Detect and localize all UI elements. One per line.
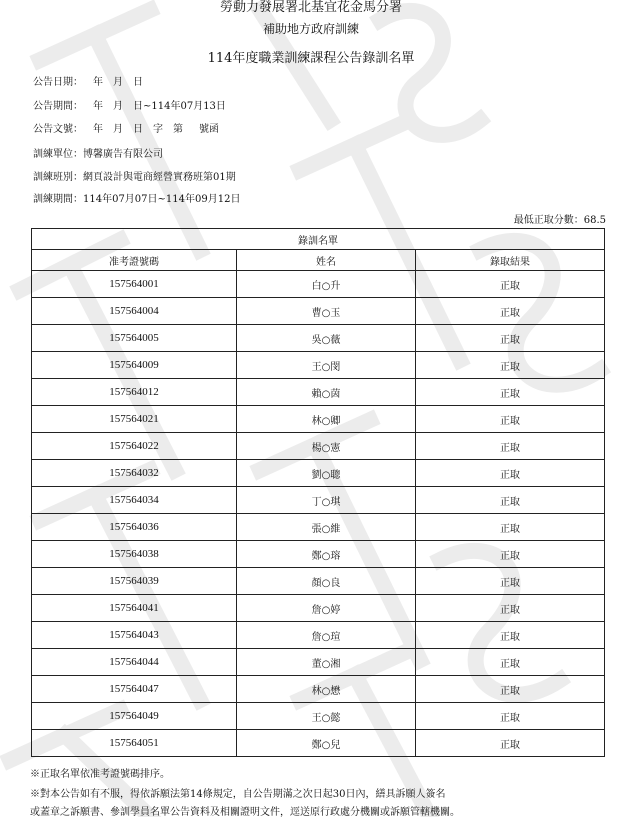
result-cell: 正取 (416, 730, 605, 757)
agency-title: 勞動力發展署北基宜花金馬分署 (219, 0, 402, 15)
name-cell: 顏○良 (237, 568, 416, 595)
announce-date-year: 年 (93, 77, 103, 88)
note-sort: ※正取名單依准考證號碼排序。 (30, 769, 170, 780)
table-row (32, 298, 605, 325)
result-cell: 正取 (416, 541, 605, 568)
table-row (32, 325, 605, 352)
table-row (32, 271, 605, 298)
note-appeal-line1: ※對本公告如有不服，得依訴願法第14條規定，自公告期滿之次日起30日內，繕具訴願人簽名 (30, 789, 446, 800)
result-cell: 正取 (416, 352, 605, 379)
name-cell: 鄭○瑢 (237, 541, 416, 568)
exam-number-cell: 157564043 (32, 622, 237, 649)
announce-doc-label: 公告文號： (33, 124, 83, 135)
announce-doc-no: 第 (173, 124, 183, 135)
table-row (32, 460, 605, 487)
training-class: 訓練班別：網頁設計與電商經營實務班第01期 (33, 172, 236, 183)
exam-number-cell: 157564034 (32, 487, 237, 514)
announce-date-day: 日 (133, 77, 143, 88)
announce-doc-day: 日 (133, 124, 143, 135)
training-unit: 訓練單位：博馨廣告有限公司 (33, 149, 163, 160)
announce-period-line (33, 97, 226, 112)
roster-caption: 錄訓名單 (32, 229, 605, 250)
name-cell: 賴○茵 (237, 379, 416, 406)
exam-number-cell: 157564047 (32, 676, 237, 703)
program-title: 補助地方政府訓練 (262, 22, 359, 36)
note-appeal-line2: 或蓋章之訴願書、參訓學員名單公告資料及相關證明文件，逕送原行政處分機關或訴願管轄機關。 (30, 807, 460, 818)
table-row (32, 622, 605, 649)
name-cell: 王○閔 (237, 352, 416, 379)
announce-doc-line (33, 120, 219, 135)
announce-doc-suffix: 號函 (199, 124, 219, 135)
announce-period-year: 年 (93, 101, 103, 112)
result-cell: 正取 (416, 325, 605, 352)
table-row (32, 433, 605, 460)
exam-number-cell: 157564004 (32, 298, 237, 325)
announce-period-label: 公告期間： (33, 101, 83, 112)
table-row (32, 730, 605, 757)
result-cell: 正取 (416, 649, 605, 676)
roster-table (31, 228, 605, 757)
table-row (32, 703, 605, 730)
name-cell: 王○懿 (237, 703, 416, 730)
exam-number-cell: 157564021 (32, 406, 237, 433)
result-cell: 正取 (416, 487, 605, 514)
exam-number-cell: 157564039 (32, 568, 237, 595)
name-cell: 白○升 (237, 271, 416, 298)
header-name: 姓名 (237, 250, 416, 271)
result-cell: 正取 (416, 271, 605, 298)
name-cell: 曹○玉 (237, 298, 416, 325)
result-cell: 正取 (416, 514, 605, 541)
exam-number-cell: 157564036 (32, 514, 237, 541)
table-row (32, 406, 605, 433)
result-cell: 正取 (416, 703, 605, 730)
table-row (32, 487, 605, 514)
announce-doc-char: 字 (153, 124, 163, 135)
header-exam-number: 准考證號碼 (32, 250, 237, 271)
training-period: 訓練期間：114年07月07日~114年09月12日 (33, 194, 241, 205)
header-result: 錄取結果 (416, 250, 605, 271)
exam-number-cell: 157564009 (32, 352, 237, 379)
name-cell: 林○懋 (237, 676, 416, 703)
announce-doc-year: 年 (93, 124, 103, 135)
result-cell: 正取 (416, 568, 605, 595)
name-cell: 吳○薇 (237, 325, 416, 352)
name-cell: 詹○婷 (237, 595, 416, 622)
document-title: 114年度職業訓練課程公告錄訓名單 (207, 51, 415, 66)
exam-number-cell: 157564001 (32, 271, 237, 298)
result-cell: 正取 (416, 298, 605, 325)
name-cell: 劉○聰 (237, 460, 416, 487)
table-row (32, 352, 605, 379)
exam-number-cell: 157564005 (32, 325, 237, 352)
table-row (32, 568, 605, 595)
announce-date-line (33, 73, 143, 88)
name-cell: 林○卿 (237, 406, 416, 433)
exam-number-cell: 157564038 (32, 541, 237, 568)
name-cell: 鄭○兒 (237, 730, 416, 757)
min-score: 最低正取分數：68.5 (513, 215, 606, 226)
announce-date-month: 月 (113, 77, 123, 88)
exam-number-cell: 157564049 (32, 703, 237, 730)
exam-number-cell: 157564032 (32, 460, 237, 487)
table-row (32, 595, 605, 622)
result-cell: 正取 (416, 379, 605, 406)
result-cell: 正取 (416, 406, 605, 433)
table-row (32, 379, 605, 406)
result-cell: 正取 (416, 460, 605, 487)
result-cell: 正取 (416, 622, 605, 649)
name-cell: 丁○琪 (237, 487, 416, 514)
name-cell: 董○湘 (237, 649, 416, 676)
announce-period-month: 月 (113, 101, 123, 112)
table-row (32, 676, 605, 703)
name-cell: 楊○憲 (237, 433, 416, 460)
announce-doc-month: 月 (113, 124, 123, 135)
exam-number-cell: 157564041 (32, 595, 237, 622)
result-cell: 正取 (416, 676, 605, 703)
announce-date-label: 公告日期： (33, 77, 83, 88)
result-cell: 正取 (416, 595, 605, 622)
name-cell: 詹○瑄 (237, 622, 416, 649)
table-row (32, 649, 605, 676)
announce-period-end: 日~114年07月13日 (133, 101, 226, 112)
exam-number-cell: 157564022 (32, 433, 237, 460)
exam-number-cell: 157564012 (32, 379, 237, 406)
exam-number-cell: 157564044 (32, 649, 237, 676)
name-cell: 張○維 (237, 514, 416, 541)
result-cell: 正取 (416, 433, 605, 460)
table-row (32, 514, 605, 541)
exam-number-cell: 157564051 (32, 730, 237, 757)
table-row (32, 541, 605, 568)
